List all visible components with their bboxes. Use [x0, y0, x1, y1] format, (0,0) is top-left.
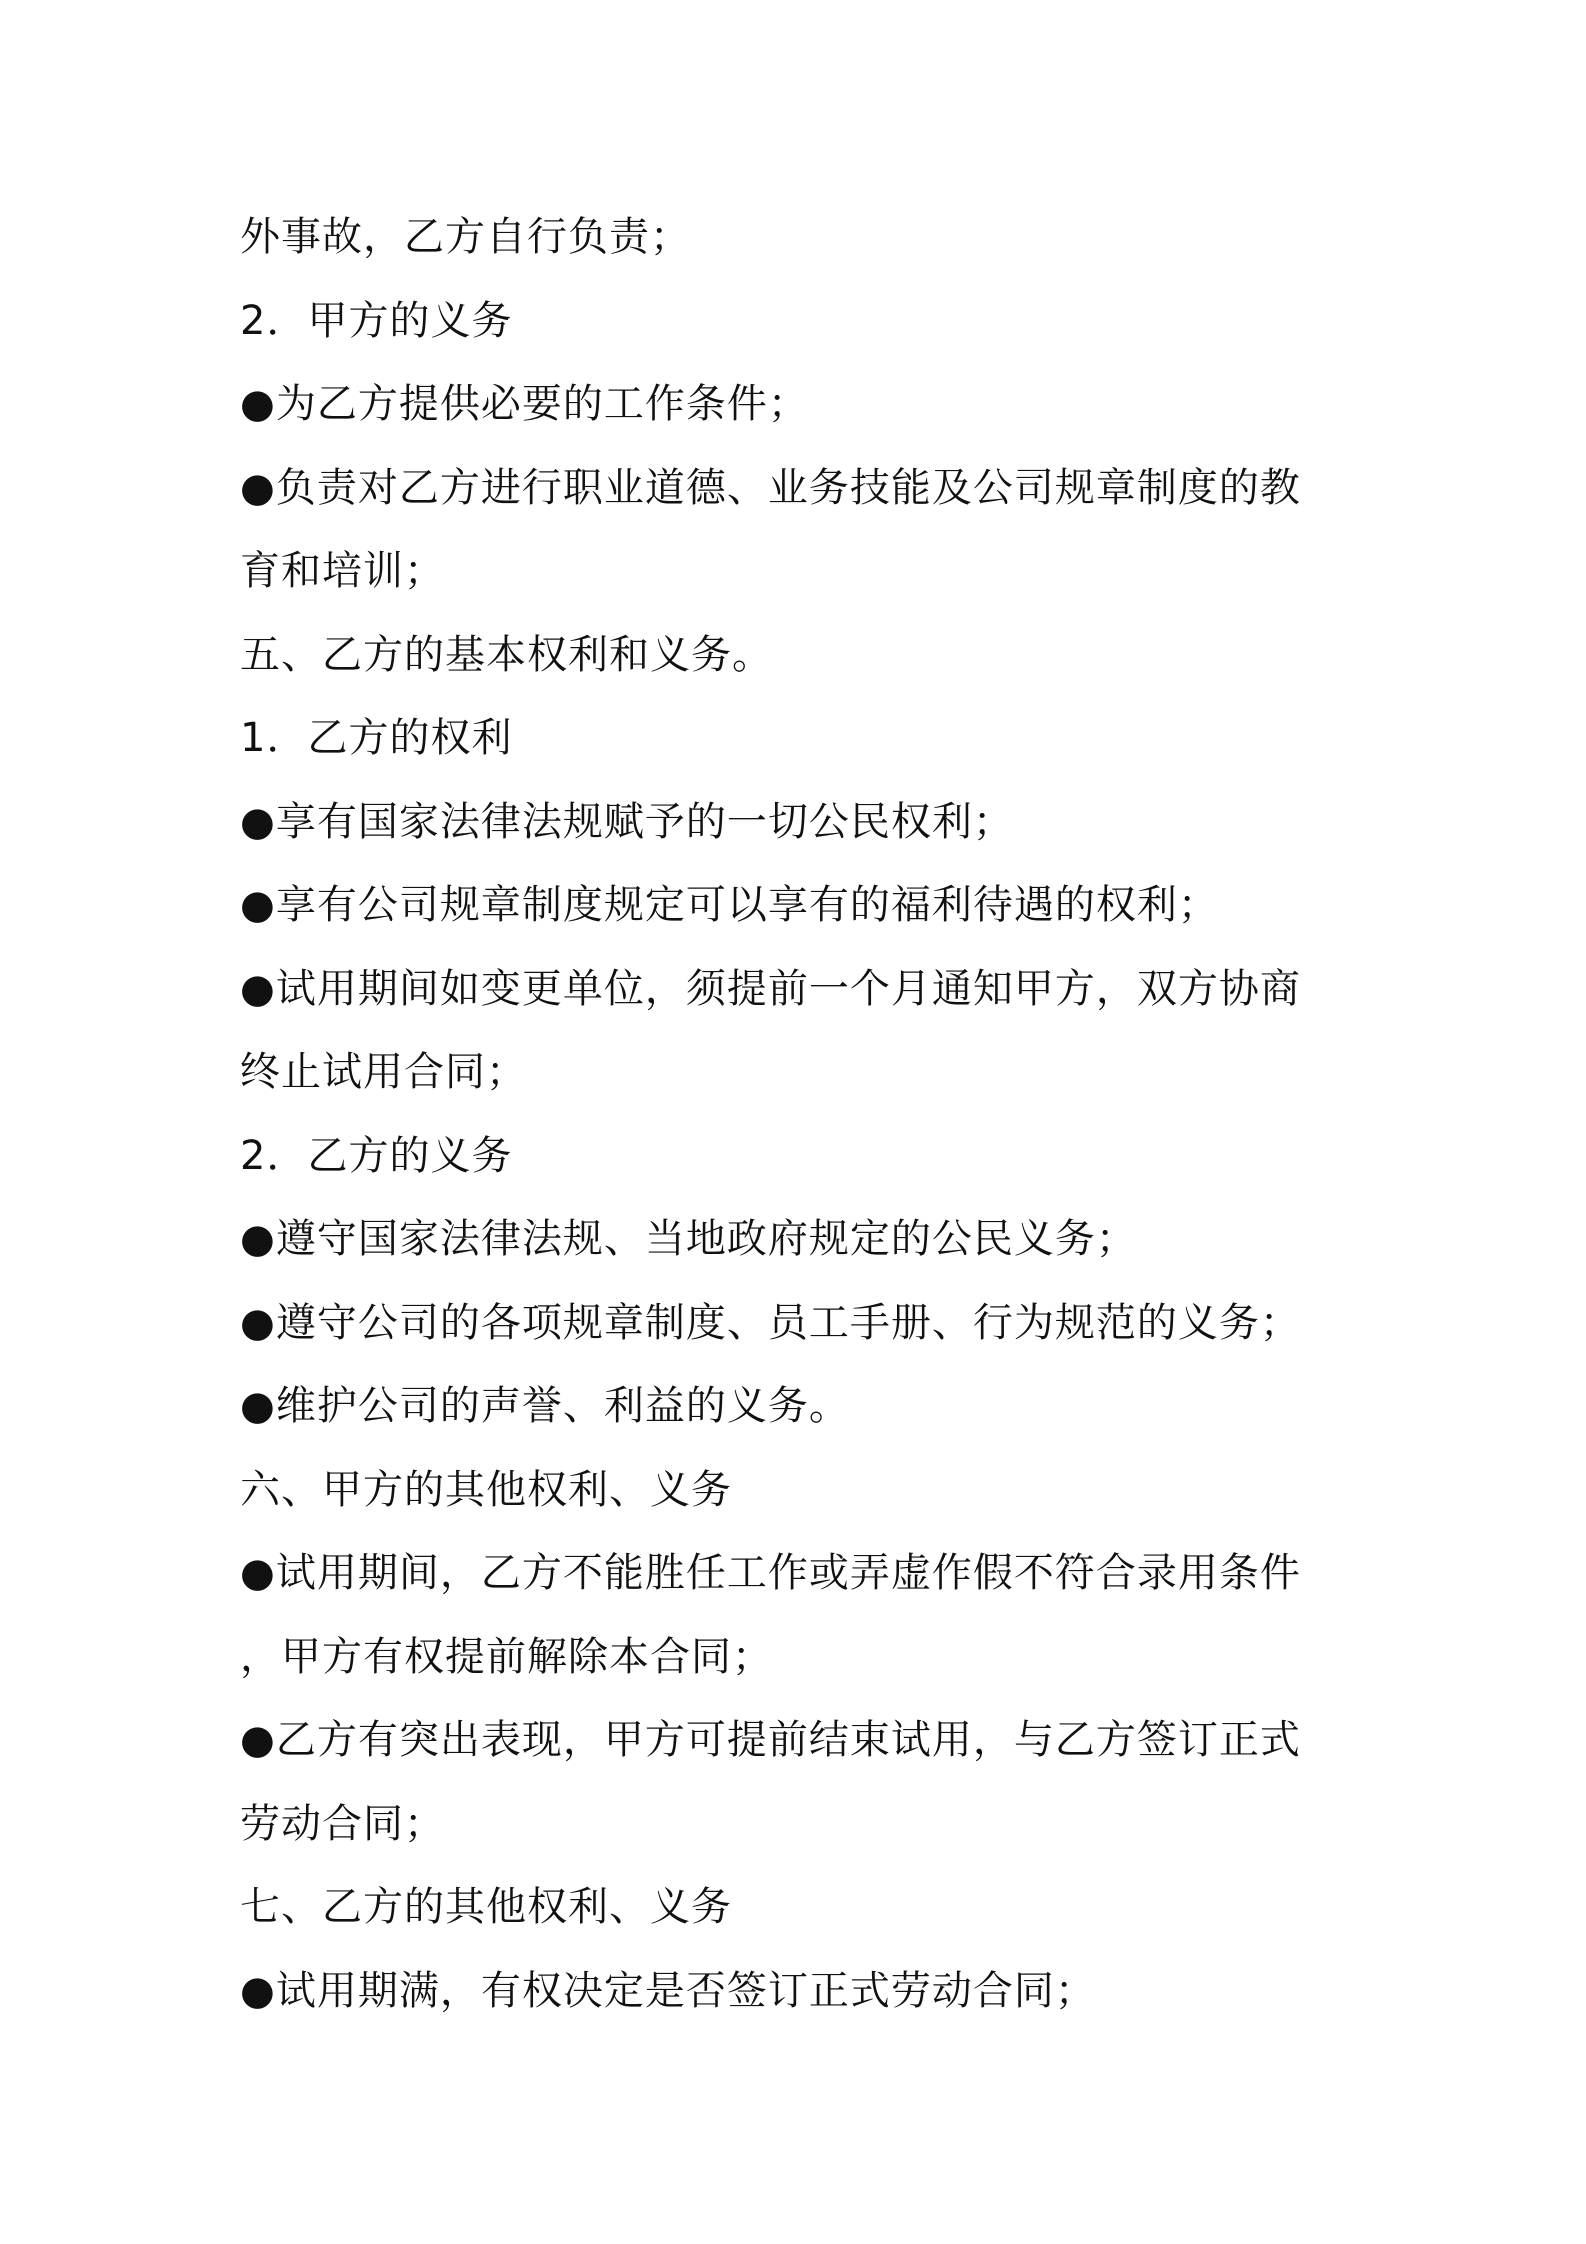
text-line: 育和培训； — [240, 548, 445, 594]
text-line: ，甲方有权提前解除本合同； — [240, 1633, 773, 1680]
bullet-item: ●维护公司的声誉、利益的义务。 — [240, 1383, 850, 1429]
section-heading: 五、乙方的基本权利和义务。 — [240, 631, 773, 678]
bullet-item: ●遵守国家法律法规、当地政府规定的公民义务； — [240, 1216, 1137, 1262]
section-heading: 七、乙方的其他权利、义务 — [240, 1884, 732, 1930]
section-heading: 2．乙方的义务 — [240, 1132, 513, 1179]
bullet-item: ●享有公司规章制度规定可以享有的福利待遇的权利； — [240, 882, 1219, 928]
bullet-item: ●乙方有突出表现，甲方可提前结束试用，与乙方签订正式 — [240, 1717, 1301, 1763]
bullet-item: ●享有国家法律法规赋予的一切公民权利； — [240, 798, 1014, 845]
document-body — [240, 196, 1360, 2033]
section-heading: 1．乙方的权利 — [240, 715, 513, 761]
text-line: 外事故，乙方自行负责； — [240, 214, 691, 260]
bullet-item: ●为乙方提供必要的工作条件； — [240, 381, 809, 427]
text-line: 终止试用合同； — [240, 1049, 527, 1095]
bullet-item: ●遵守公司的各项规章制度、员工手册、行为规范的义务； — [240, 1299, 1301, 1346]
section-heading: 六、甲方的其他权利、义务 — [240, 1466, 732, 1513]
bullet-item: ●负责对乙方进行职业道德、业务技能及公司规章制度的教 — [240, 464, 1301, 511]
bullet-item: ●试用期满，有权决定是否签订正式劳动合同； — [240, 1967, 1096, 2014]
text-line: 劳动合同； — [240, 1800, 445, 1847]
bullet-item: ●试用期间如变更单位，须提前一个月通知甲方，双方协商 — [240, 965, 1301, 1012]
bullet-item: ●试用期间，乙方不能胜任工作或弄虚作假不符合录用条件 — [240, 1550, 1301, 1596]
section-heading: 2．甲方的义务 — [240, 297, 513, 344]
